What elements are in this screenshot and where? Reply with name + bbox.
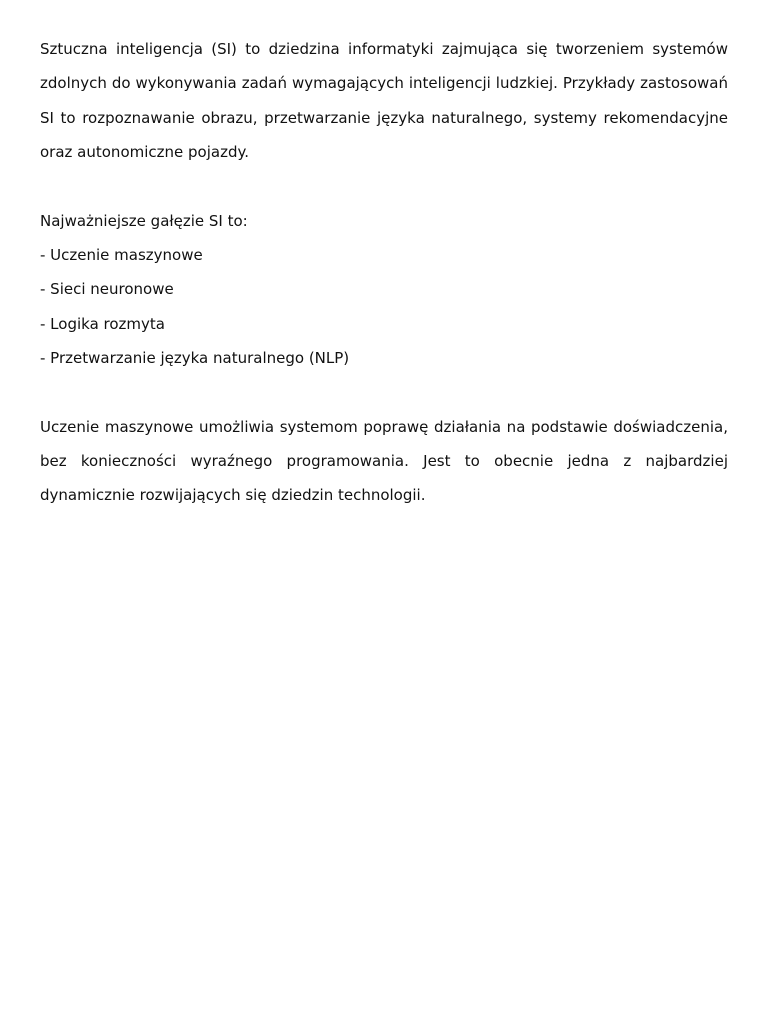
list-item: - Logika rozmyta [40, 314, 165, 333]
machine-learning-paragraph: Uczenie maszynowe umożliwia systemom poprawę działania na podstawie doświadczenia, bez konieczności wyraźnego programowania. Jest to obecnie jedna z najbardziej dynamicznie rozwijających się dziedzin technologii. [40, 417, 728, 505]
intro-paragraph: Sztuczna inteligencja (SI) to dziedzina informatyki zajmująca się tworzeniem systemów zdolnych do wykonywania zadań wymagających inteligencji ludzkiej. Przykłady zastosowań SI to rozpoznawanie obrazu, przetwarzanie języka naturalnego, systemy rekomendacyjne oraz autonomiczne pojazdy. [40, 40, 728, 162]
branches-list [40, 238, 728, 376]
list-item: - Przetwarzanie języka naturalnego (NLP) [40, 349, 350, 368]
branches-heading: Najważniejsze gałęzie SI to: [40, 211, 248, 230]
list-item: - Sieci neuronowe [40, 280, 174, 299]
document-page [40, 32, 728, 513]
list-item: - Uczenie maszynowe [40, 246, 203, 265]
